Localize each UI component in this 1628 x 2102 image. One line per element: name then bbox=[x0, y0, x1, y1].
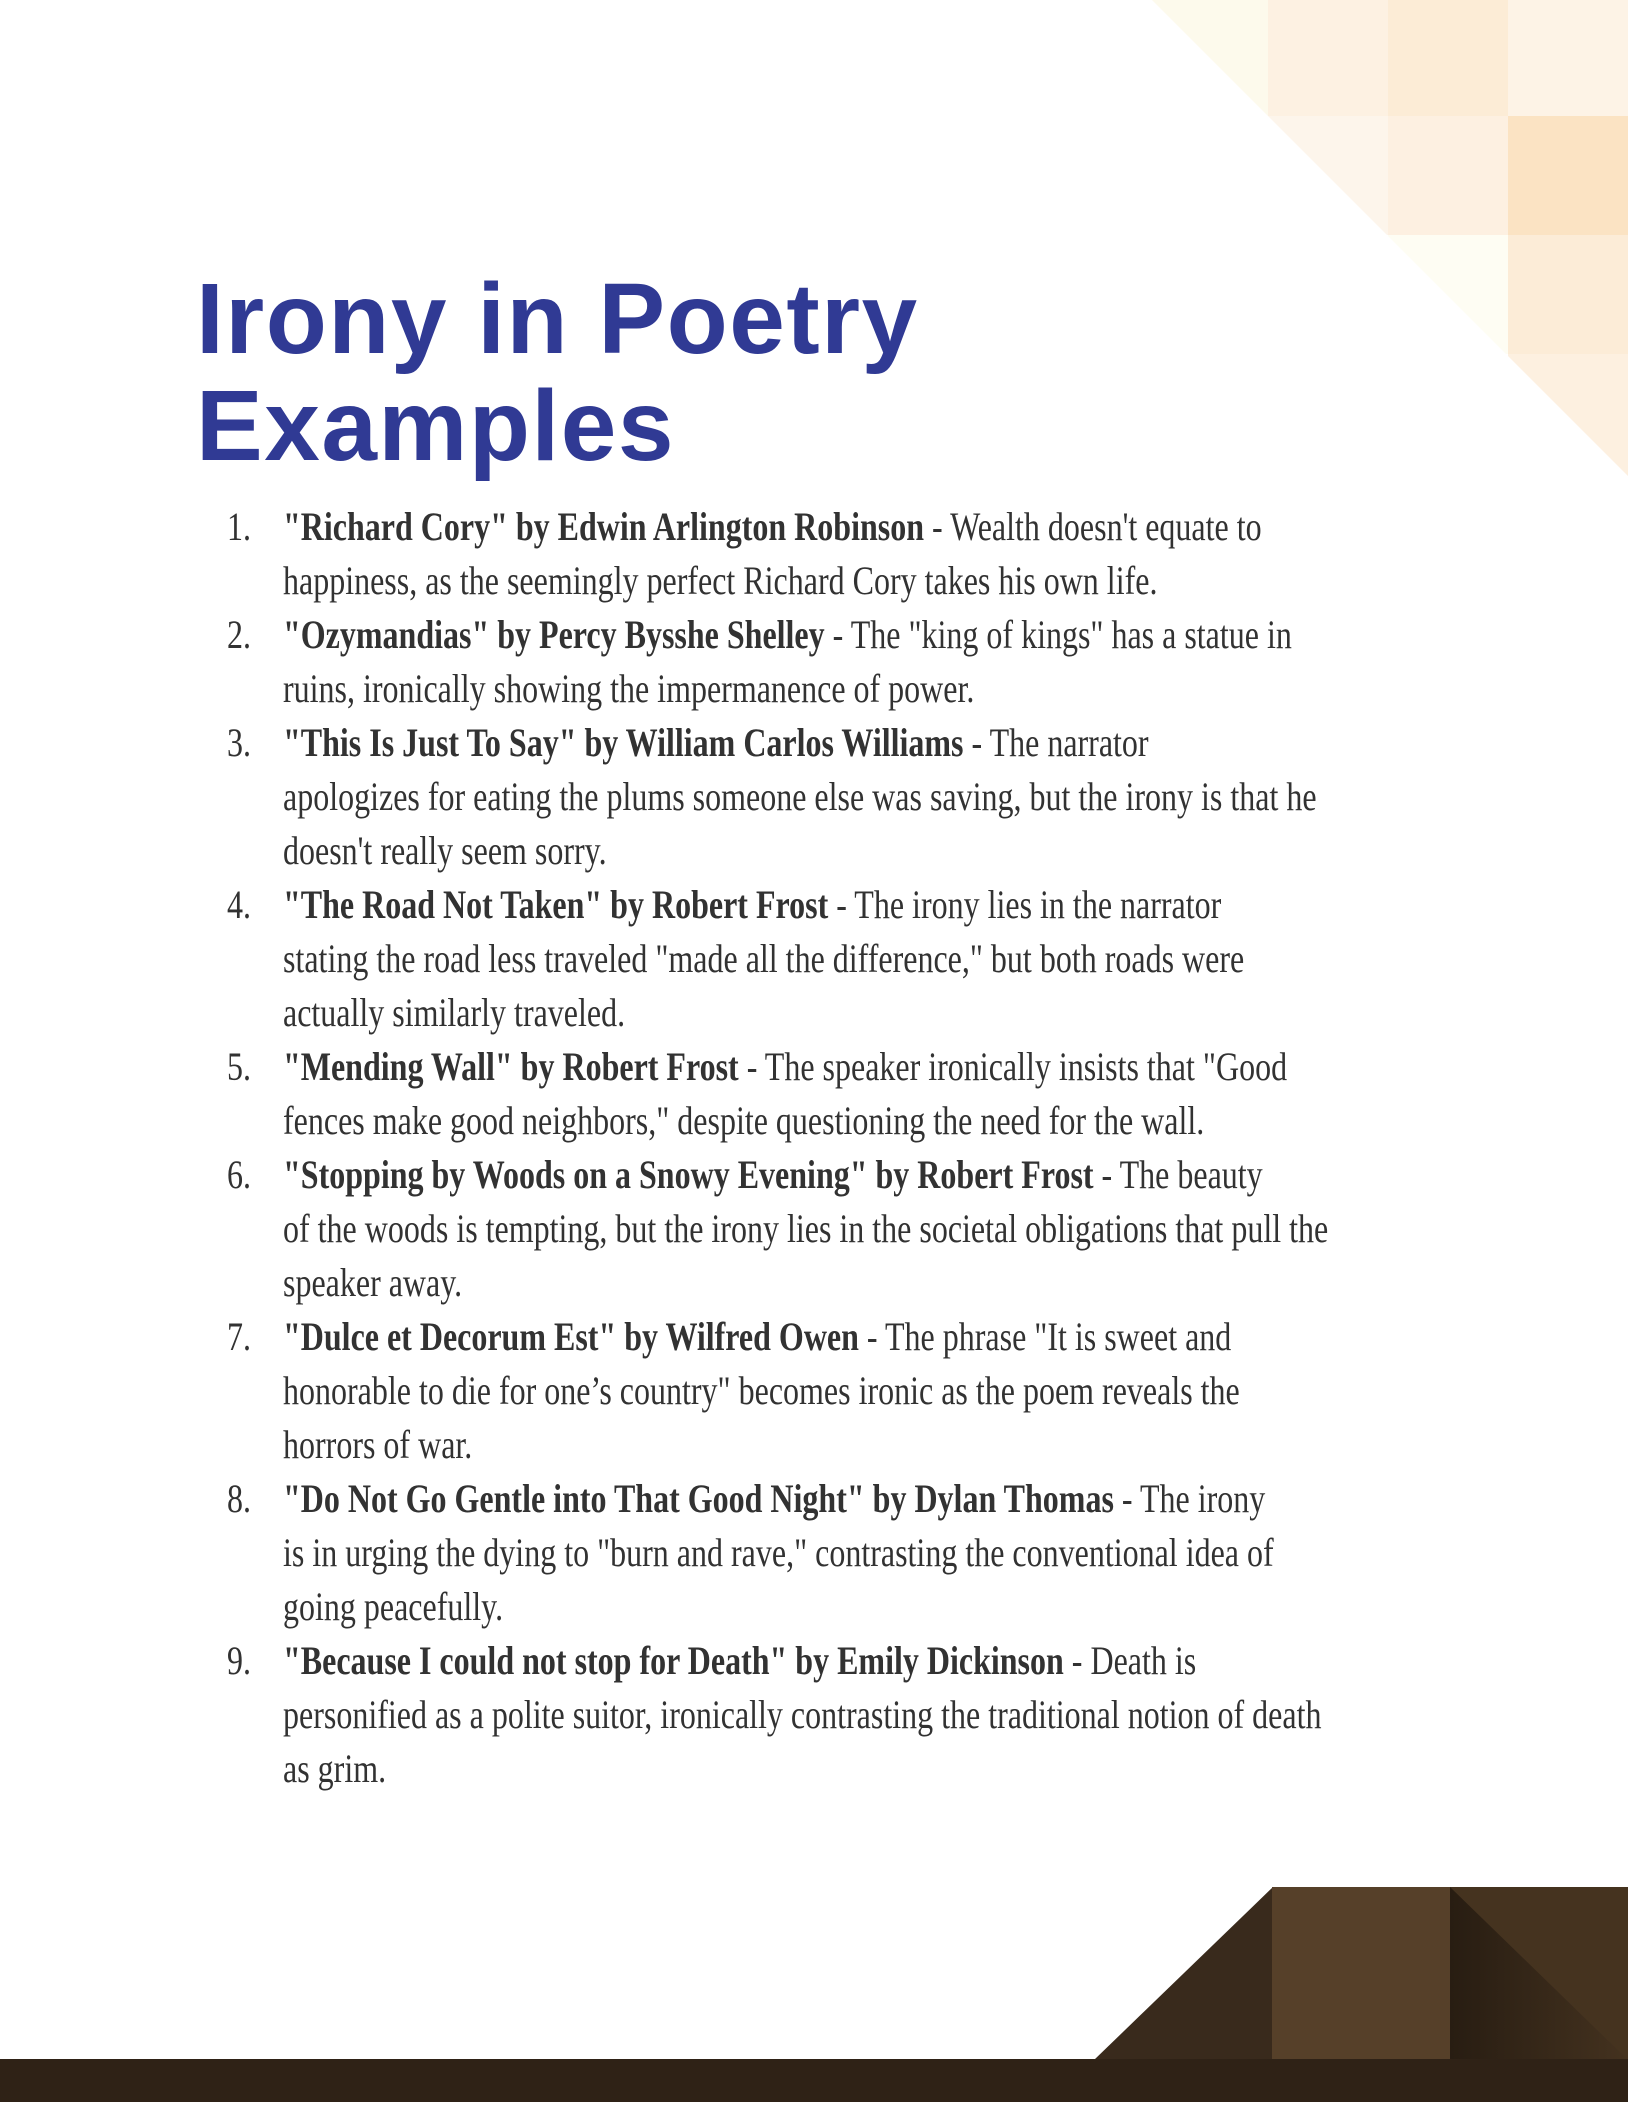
list-item-number: 3. bbox=[227, 720, 251, 765]
poem-title-author: "Ozymandias" by Percy Bysshe Shelley bbox=[283, 612, 825, 657]
bottom-decoration-right-block bbox=[1450, 1887, 1628, 2060]
corner-decoration-top-right bbox=[1148, 0, 1628, 476]
list-item-text: "Stopping by Woods on a Snowy Evening" by Robert Frost - The beauty of the woods is tempting, but the irony lies in the societal obligations that pull the speaker away. bbox=[283, 1152, 1329, 1305]
list-item bbox=[227, 716, 1328, 878]
list-item-text: "This Is Just To Say" by William Carlos Williams - The narrator apologizes for eating the plums someone else was saving, but the irony is that he doesn't really seem sorry. bbox=[283, 720, 1317, 873]
checker-tile bbox=[1268, 116, 1388, 235]
bottom-decoration-triangle bbox=[1094, 1887, 1273, 2060]
list-item bbox=[227, 878, 1328, 1040]
list-item-text: "Dulce et Decorum Est" by Wilfred Owen - The phrase "It is sweet and honorable to die for one’s country" becomes ironic as the poem reveals the horrors of war. bbox=[283, 1314, 1240, 1467]
checker-tile bbox=[1388, 116, 1508, 235]
list-item bbox=[227, 1634, 1328, 1796]
poem-title-author: "Mending Wall" by Robert Frost bbox=[283, 1044, 739, 1089]
bottom-decoration-strip bbox=[0, 2059, 1628, 2102]
list-item-text: "Do Not Go Gentle into That Good Night" by Dylan Thomas - The irony is in urging the dying to "burn and rave," contrasting the conventional idea of going peacefully. bbox=[283, 1476, 1274, 1629]
list-item-text: "Because I could not stop for Death" by Emily Dickinson - Death is personified as a polite suitor, ironically contrasting the traditional notion of death as grim. bbox=[283, 1638, 1322, 1791]
list-item bbox=[227, 500, 1328, 608]
list-item-number: 8. bbox=[227, 1476, 251, 1521]
list-item-number: 4. bbox=[227, 882, 251, 927]
poem-title-author: "Because I could not stop for Death" by Emily Dickinson bbox=[283, 1638, 1064, 1683]
poem-title-author: "The Road Not Taken" by Robert Frost bbox=[283, 882, 829, 927]
bottom-decoration-shadow bbox=[1450, 1887, 1628, 2060]
checker-tile bbox=[1508, 116, 1628, 235]
list-item-number: 5. bbox=[227, 1044, 251, 1089]
poem-title-author: "This Is Just To Say" by William Carlos Williams bbox=[283, 720, 964, 765]
checker-tile bbox=[1508, 235, 1628, 354]
list-item bbox=[227, 608, 1328, 716]
list-item-number: 1. bbox=[227, 504, 251, 549]
list-item-text: "The Road Not Taken" by Robert Frost - The irony lies in the narrator stating the road less traveled "made all the difference," but both roads were actually similarly traveled. bbox=[283, 882, 1245, 1035]
list-item bbox=[227, 1148, 1329, 1310]
irony-examples-list bbox=[227, 500, 1329, 1796]
list-item-text: "Mending Wall" by Robert Frost - The speaker ironically insists that "Good fences make good neighbors," despite questioning the need for the wall. bbox=[283, 1044, 1288, 1143]
poem-title-author: "Dulce et Decorum Est" by Wilfred Owen bbox=[283, 1314, 859, 1359]
list-item bbox=[227, 1472, 1328, 1634]
bottom-decoration-middle-block bbox=[1272, 1887, 1451, 2060]
checker-tile bbox=[1508, 354, 1628, 476]
list-item-text: "Richard Cory" by Edwin Arlington Robinson - Wealth doesn't equate to happiness, as the seemingly perfect Richard Cory takes his own life. bbox=[283, 504, 1262, 603]
list-item-number: 9. bbox=[227, 1638, 251, 1683]
list-item bbox=[227, 1310, 1328, 1472]
list-item-number: 7. bbox=[227, 1314, 251, 1359]
poem-title-author: "Do Not Go Gentle into That Good Night" by Dylan Thomas bbox=[283, 1476, 1114, 1521]
checker-tile bbox=[1148, 0, 1268, 116]
checker-tile bbox=[1388, 0, 1508, 116]
list-item-number: 6. bbox=[227, 1152, 251, 1197]
poem-title-author: "Richard Cory" by Edwin Arlington Robinson bbox=[283, 504, 924, 549]
poem-title-author: "Stopping by Woods on a Snowy Evening" by Robert Frost bbox=[283, 1152, 1094, 1197]
checker-tile bbox=[1508, 0, 1628, 116]
list-item-number: 2. bbox=[227, 612, 251, 657]
list-item-text: "Ozymandias" by Percy Bysshe Shelley - The "king of kings" has a statue in ruins, ironically showing the impermanence of power. bbox=[283, 612, 1292, 711]
list-item bbox=[227, 1040, 1328, 1148]
checker-tile bbox=[1268, 0, 1388, 116]
page-title: Irony in Poetry Examples bbox=[196, 263, 919, 482]
checker-tile bbox=[1388, 235, 1508, 354]
